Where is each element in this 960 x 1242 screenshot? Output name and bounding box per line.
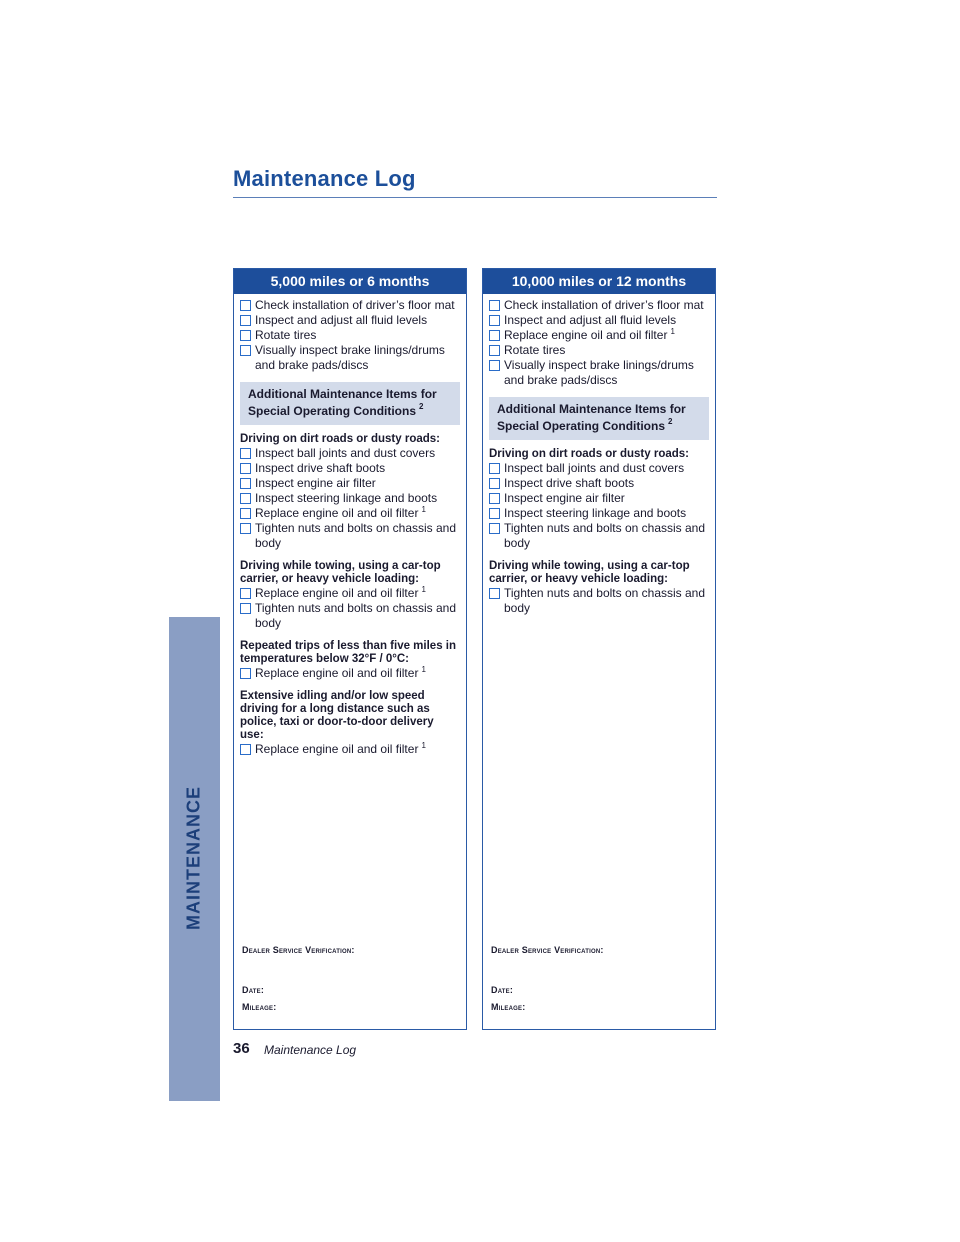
checklist-item[interactable] bbox=[240, 742, 460, 757]
panel-body bbox=[234, 294, 466, 757]
condition-label: Driving on dirt roads or dusty roads: bbox=[240, 433, 440, 445]
checkbox-icon[interactable] bbox=[489, 345, 500, 356]
checklist-item[interactable] bbox=[489, 313, 709, 328]
checklist-item[interactable] bbox=[240, 343, 460, 373]
checklist-item-label: Visually inspect brake linings/drums and brake pads/discs bbox=[255, 343, 445, 372]
condition-label: Driving while towing, using a car-top carrier, or heavy vehicle loading: bbox=[489, 560, 690, 585]
checklist-item-label: Replace engine oil and oil filter bbox=[255, 506, 419, 520]
checkbox-icon[interactable] bbox=[489, 508, 500, 519]
checkbox-icon[interactable] bbox=[489, 478, 500, 489]
checkbox-icon[interactable] bbox=[240, 345, 251, 356]
footnote-ref: 2 bbox=[419, 402, 424, 411]
checklist-item[interactable] bbox=[240, 461, 460, 476]
checklist-item-label: Inspect steering linkage and boots bbox=[504, 506, 687, 520]
checkbox-icon[interactable] bbox=[489, 493, 500, 504]
footnote-ref: 2 bbox=[668, 417, 673, 426]
page-title: Maintenance Log bbox=[233, 166, 416, 191]
checkbox-icon[interactable] bbox=[240, 668, 251, 679]
special-conditions-heading bbox=[489, 397, 709, 440]
checklist-item-label: Inspect ball joints and dust covers bbox=[504, 461, 685, 475]
checklist-item-label: Inspect and adjust all fluid levels bbox=[255, 313, 428, 327]
checklist-item-label: Replace engine oil and oil filter bbox=[255, 586, 419, 600]
checklist-item[interactable] bbox=[240, 506, 460, 521]
checkbox-icon[interactable] bbox=[240, 493, 251, 504]
checklist-item-label: Inspect steering linkage and boots bbox=[255, 491, 438, 505]
checkbox-icon[interactable] bbox=[240, 315, 251, 326]
title-divider bbox=[233, 197, 717, 198]
condition-label: Extensive idling and/or low speed driving for a long distance such as police, taxi or door-to-door delivery use: bbox=[240, 690, 434, 741]
footnote-ref: 1 bbox=[421, 665, 426, 674]
checklist-item-label: Inspect drive shaft boots bbox=[255, 461, 386, 475]
checklist-item[interactable] bbox=[489, 343, 709, 358]
mileage-label: Mileage: bbox=[491, 1002, 526, 1012]
checklist-item[interactable] bbox=[240, 476, 460, 491]
checklist-item[interactable] bbox=[489, 476, 709, 491]
dealer-verification-label: Dealer Service Verification: bbox=[491, 945, 604, 955]
checklist-item-label: Rotate tires bbox=[255, 328, 317, 342]
checklist-item[interactable] bbox=[489, 461, 709, 476]
condition-label: Repeated trips of less than five miles in temperatures below 32°F / 0°C: bbox=[240, 640, 457, 665]
condition-label: Driving on dirt roads or dusty roads: bbox=[489, 448, 689, 460]
checklist-item[interactable] bbox=[489, 521, 709, 551]
checkbox-icon[interactable] bbox=[489, 523, 500, 534]
checklist-item[interactable] bbox=[240, 521, 460, 551]
checklist-item[interactable] bbox=[489, 506, 709, 521]
checklist-item[interactable] bbox=[489, 586, 709, 616]
checklist-item-label: Tighten nuts and bolts on chassis and body bbox=[255, 601, 457, 630]
footnote-ref: 1 bbox=[421, 585, 426, 594]
checklist-item-label: Visually inspect brake linings/drums and brake pads/discs bbox=[504, 358, 694, 387]
checkbox-icon[interactable] bbox=[489, 315, 500, 326]
dealer-verification-label: Dealer Service Verification: bbox=[242, 945, 355, 955]
checkbox-icon[interactable] bbox=[489, 588, 500, 599]
checklist-item-label: Inspect engine air filter bbox=[504, 491, 625, 505]
checklist-item-label: Inspect engine air filter bbox=[255, 476, 376, 490]
condition-label: Driving while towing, using a car-top carrier, or heavy vehicle loading: bbox=[240, 560, 441, 585]
checklist-item[interactable] bbox=[489, 358, 709, 388]
checklist-item-label: Inspect ball joints and dust covers bbox=[255, 446, 436, 460]
checkbox-icon[interactable] bbox=[240, 588, 251, 599]
checklist-item[interactable] bbox=[240, 313, 460, 328]
checkbox-icon[interactable] bbox=[489, 360, 500, 371]
checklist-item-label: Replace engine oil and oil filter bbox=[255, 666, 419, 680]
footnote-ref: 1 bbox=[421, 505, 426, 514]
checklist-item[interactable] bbox=[489, 328, 709, 343]
section-side-tab-label: MAINTENANCE bbox=[183, 786, 204, 930]
panel-header: 10,000 miles or 12 months bbox=[483, 269, 715, 294]
checkbox-icon[interactable] bbox=[240, 478, 251, 489]
date-label: Date: bbox=[242, 985, 265, 995]
checkbox-icon[interactable] bbox=[489, 330, 500, 341]
checkbox-icon[interactable] bbox=[240, 300, 251, 311]
checklist-item[interactable] bbox=[240, 586, 460, 601]
footnote-ref: 1 bbox=[421, 741, 426, 750]
checkbox-icon[interactable] bbox=[489, 463, 500, 474]
panel-body bbox=[483, 294, 715, 616]
checklist-item[interactable] bbox=[489, 491, 709, 506]
page-number: 36 bbox=[233, 1040, 250, 1057]
special-conditions-heading bbox=[240, 382, 460, 425]
checklist-item-label: Tighten nuts and bolts on chassis and body bbox=[255, 521, 457, 550]
checklist-item-label: Check installation of driver’s floor mat bbox=[255, 298, 455, 312]
checklist-item-label: Tighten nuts and bolts on chassis and body bbox=[504, 521, 706, 550]
special-conditions-title: Additional Maintenance Items for Special Operating Conditions bbox=[497, 402, 686, 433]
checklist-item[interactable] bbox=[240, 328, 460, 343]
checklist-item[interactable] bbox=[240, 601, 460, 631]
checklist-item[interactable] bbox=[240, 666, 460, 681]
special-conditions-title: Additional Maintenance Items for Special Operating Conditions bbox=[248, 387, 437, 418]
checklist-item[interactable] bbox=[240, 491, 460, 506]
checklist-item-label: Inspect drive shaft boots bbox=[504, 476, 635, 490]
checkbox-icon[interactable] bbox=[240, 523, 251, 534]
checklist-item[interactable] bbox=[489, 298, 709, 313]
maintenance-panel-10000 bbox=[482, 268, 716, 1030]
date-label: Date: bbox=[491, 985, 514, 995]
checkbox-icon[interactable] bbox=[240, 330, 251, 341]
footer-section-label: Maintenance Log bbox=[264, 1043, 357, 1057]
checkbox-icon[interactable] bbox=[240, 744, 251, 755]
checklist-item-label: Rotate tires bbox=[504, 343, 566, 357]
checklist-item-label: Inspect and adjust all fluid levels bbox=[504, 313, 677, 327]
mileage-label: Mileage: bbox=[242, 1002, 277, 1012]
footnote-ref: 1 bbox=[670, 327, 675, 336]
checkbox-icon[interactable] bbox=[489, 300, 500, 311]
checklist-item-label: Check installation of driver’s floor mat bbox=[504, 298, 704, 312]
maintenance-panel-5000 bbox=[233, 268, 467, 1030]
checkbox-icon[interactable] bbox=[240, 508, 251, 519]
panel-header: 5,000 miles or 6 months bbox=[234, 269, 466, 294]
checklist-item[interactable] bbox=[240, 298, 460, 313]
checklist-item-label: Replace engine oil and oil filter bbox=[504, 328, 668, 342]
checklist-item-label: Tighten nuts and bolts on chassis and body bbox=[504, 586, 706, 615]
checkbox-icon[interactable] bbox=[240, 448, 251, 459]
checklist-item[interactable] bbox=[240, 446, 460, 461]
checkbox-icon[interactable] bbox=[240, 603, 251, 614]
checklist-item-label: Replace engine oil and oil filter bbox=[255, 742, 419, 756]
checkbox-icon[interactable] bbox=[240, 463, 251, 474]
